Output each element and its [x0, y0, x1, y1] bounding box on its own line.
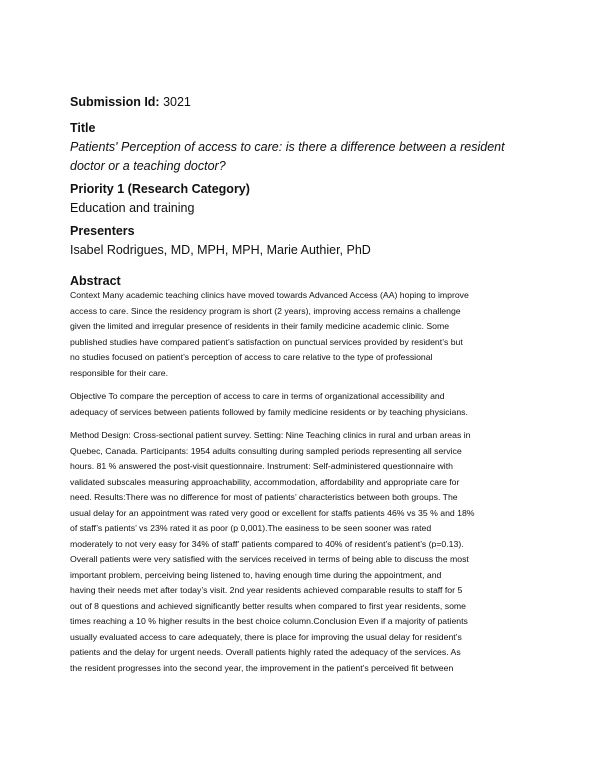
- paragraph-line: of staff’s patients’ vs 23% rated it as poor (p 0,001).The easiness to be seen sooner was rated: [70, 523, 432, 533]
- paragraph-line: Overall patients were very satisfied with the services received in terms of being able to discuss the most: [70, 554, 469, 564]
- paragraph-line: usual delay for an appointment was rated very good or excellent for staffs patients 46% vs 35 % and 18%: [70, 507, 475, 518]
- paragraph-line: usually evaluated access to care adequately, there is place for improving the usual delay for resident’s: [70, 631, 462, 642]
- priority-value: Education and training: [70, 201, 195, 215]
- paragraph-line: Method Design: Cross-sectional patient survey. Setting: Nine Teaching clinics in rural and urban areas in: [70, 430, 471, 440]
- paragraph-line: no studies focused on patient’s perception of access to care relative to the type of professional: [70, 352, 433, 362]
- document-page: [70, 94, 530, 676]
- paragraph-line: Objective To compare the perception of access to care in terms of organizational accessibility and: [70, 391, 445, 401]
- abstract-objective-paragraph: [70, 389, 530, 420]
- title-text: [70, 138, 530, 176]
- abstract-method-paragraph: [70, 428, 530, 676]
- submission-id: [70, 94, 530, 110]
- presenters-value: Isabel Rodrigues, MD, MPH, MPH, Marie Authier, PhD: [70, 243, 371, 257]
- submission-id-label: Submission Id:: [70, 95, 160, 109]
- paragraph-line: out of 8 questions and achieved significantly better results when compared to first year residents, some: [70, 600, 466, 611]
- paragraph-line: hours. 81 % answered the post-visit questionnaire. Instrument: Self-administered questionnaire with: [70, 461, 453, 471]
- priority-heading: Priority 1 (Research Category): [70, 182, 250, 196]
- paragraph-line: access to care. Since the residency program is short (2 years), improving access remains a challenge: [70, 305, 461, 316]
- paragraph-line: adequacy of services between patients followed by family medicine residents or by teaching physicians.: [70, 406, 468, 417]
- abstract-heading: Abstract: [70, 274, 121, 288]
- paragraph-line: important problem, perceiving being listened to, having enough time during the appointment, and: [70, 569, 442, 580]
- paragraph-line: need. Results:There was no difference for most of patients’ characteristics between both groups. The: [70, 492, 458, 502]
- title-heading: Title: [70, 121, 96, 135]
- paragraph-line: responsible for their care.: [70, 367, 169, 378]
- paragraph-line: moderately to not very easy for 34% of staff’ patients compared to 40% of resident’s patient’s (p=0.13).: [70, 538, 464, 549]
- abstract-context-paragraph: [70, 288, 530, 381]
- paragraph-line: given the limited and irregular presence of residents in their family medicine academic clinic. Some: [70, 321, 450, 331]
- presenters-heading: Presenters: [70, 224, 135, 238]
- paragraph-line: Quebec, Canada. Participants: 1954 adults consulting during sampled periods representing all service: [70, 445, 462, 456]
- submission-id-value: 3021: [163, 95, 191, 109]
- paragraph-line: having their needs met after today’s visit. 2nd year residents achieved comparable results to staff for 5: [70, 585, 463, 595]
- title-line: Patients' Perception of access to care: is there a difference between a resident: [70, 140, 505, 154]
- paragraph-line: published studies have compared patient’s satisfaction on punctual services provided by resident’s but: [70, 336, 463, 347]
- title-line: doctor or a teaching doctor?: [70, 159, 226, 173]
- paragraph-line: Context Many academic teaching clinics have moved towards Advanced Access (AA) hoping to improve: [70, 290, 469, 300]
- paragraph-line: validated subscales measuring approachability, accommodation, affordability and appropriate care for: [70, 476, 460, 487]
- paragraph-line: the resident progresses into the second year, the improvement in the patient’s perceived fit between: [70, 662, 454, 673]
- paragraph-line: times reaching a 10 % higher results in the best choice column.Conclusion Even if a majority of patients: [70, 616, 468, 626]
- paragraph-line: patients and the delay for urgent needs. Overall patients highly rated the adequacy of the services. As: [70, 647, 461, 657]
